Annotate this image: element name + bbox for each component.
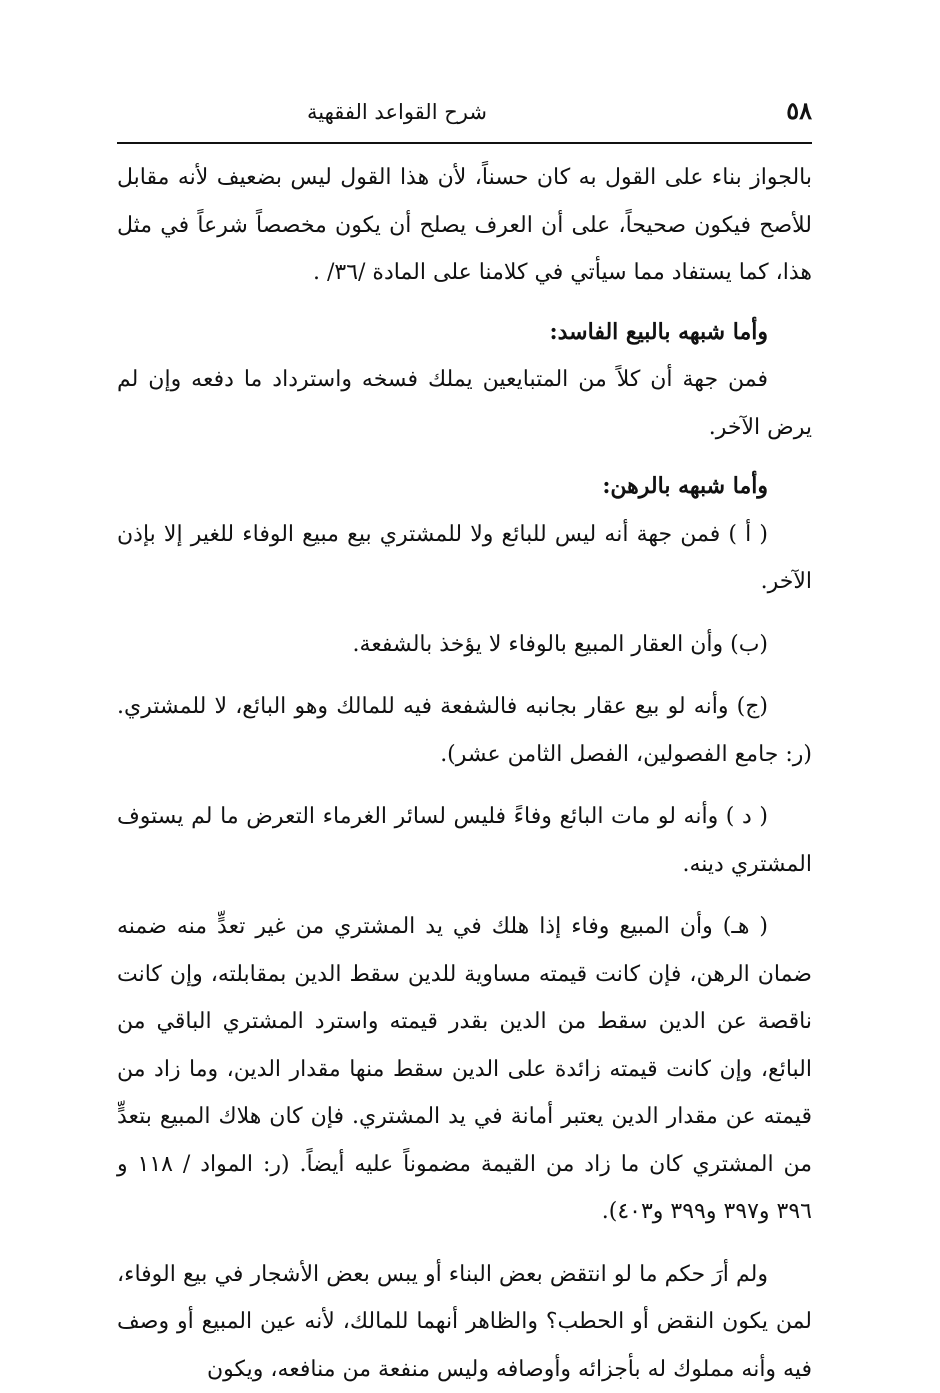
list-item-c: (ج) وأنه لو بيع عقار بجانبه فالشفعة فيه للمالك وهو البائع، لا للمشتري. (ر: جامع الفصولين، الفصل الثامن عشر).: [117, 683, 812, 778]
page-header: [117, 96, 812, 144]
body-text: [117, 154, 812, 1393]
paragraph-continuation: بالجواز بناء على القول به كان حسناً، لأن هذا القول ليس بضعيف لأنه مقابل للأصح فيكون صحيحاً، على أن العرف يصلح أن يكون مخصصاً شرعاً في مثل هذا، كما يستفاد مما سيأتي في كلامنا على المادة /٣٦/ .: [117, 154, 812, 297]
document-page: [117, 96, 812, 1393]
page-number: ٥٨: [786, 96, 812, 125]
list-item-d: ( د ) وأنه لو مات البائع وفاءً فليس لسائر الغرماء التعرض ما لم يستوف المشتري دينه.: [117, 793, 812, 888]
list-item-b: (ب) وأن العقار المبيع بالوفاء لا يؤخذ بالشفعة.: [117, 621, 812, 669]
section-heading-pledge: وأما شبهه بالرهن:: [117, 463, 812, 511]
section-heading-sale: وأما شبهه بالبيع الفاسد:: [117, 309, 812, 357]
running-title: شرح القواعد الفقهية: [307, 100, 487, 124]
list-item-a: ( أ ) فمن جهة أنه ليس للبائع ولا للمشتري بيع مبيع الوفاء للغير إلا بإذن الآخر.: [117, 511, 812, 606]
list-item-e: ( هـ) وأن المبيع وفاء إذا هلك في يد المشتري من غير تعدٍّ منه ضمنه ضمان الرهن، فإن كانت قيمته مساوية للدين سقط الدين بمقابلته، وإن كانت ناقصة عن الدين سقط من الدين بقدر قيمته واسترد المشتري الباقي من البائع، وإن كانت قيمته زائدة على الدين سقط منها مقدار الدين، وما زاد من قيمته عن مقدار الدين يعتبر أمانة في يد المشتري. فإن كان هلاك المبيع بتعدٍّ من المشتري كان ما زاد من القيمة مضموناً عليه أيضاً. (ر: المواد / ١١٨ و ٣٩٦ و٣٩٧ و٣٩٩ و٤٠٣).: [117, 903, 812, 1236]
paragraph: فمن جهة أن كلاً من المتبايعين يملك فسخه واسترداد ما دفعه وإن لم يرض الآخر.: [117, 356, 812, 451]
paragraph: ولم أرَ حكم ما لو انتقض بعض البناء أو يبس بعض الأشجار في بيع الوفاء، لمن يكون النقض أو الحطب؟ والظاهر أنهما للمالك، لأنه عين المبيع أو وصف فيه وأنه مملوك له بأجزائه وأوصافه وليس منفعة من منافعه، ويكون: [117, 1251, 812, 1393]
